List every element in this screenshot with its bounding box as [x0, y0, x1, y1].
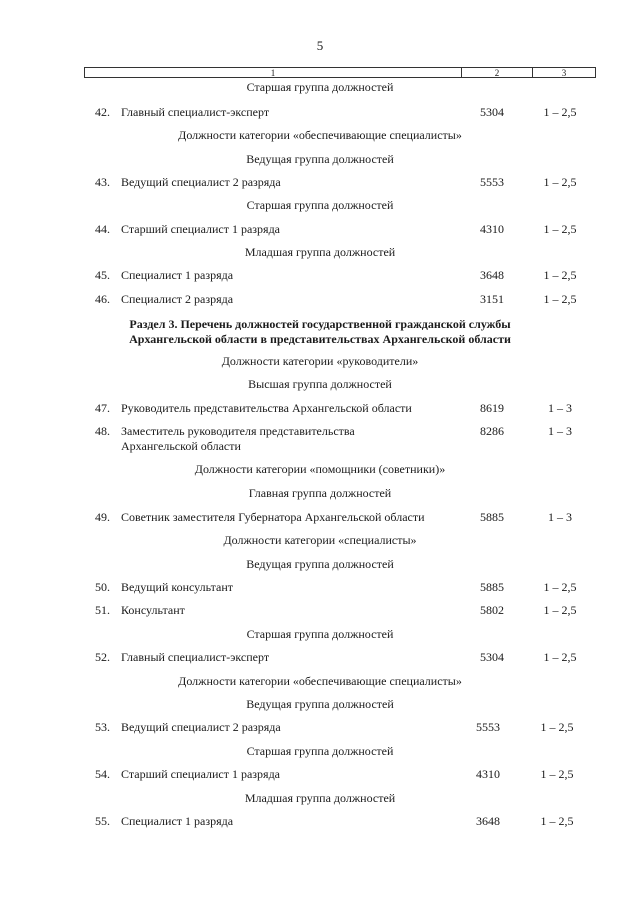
salary-value: 5553 — [476, 720, 500, 734]
salary-value: 5802 — [480, 603, 504, 617]
coefficient-value: 1 – 3 — [548, 510, 572, 524]
salary-value: 3648 — [480, 268, 504, 282]
position-name: Специалист 1 разряда — [121, 268, 234, 282]
group-caption: Старшая группа должностей — [246, 80, 394, 94]
position-name: Ведущий специалист 2 разряда — [121, 720, 281, 734]
page-number: 5 — [316, 38, 324, 53]
salary-value: 5304 — [480, 650, 504, 664]
category-caption: Должности категории «обеспечивающие специалисты» — [178, 674, 462, 688]
category-caption: Должности категории «помощники (советники)» — [194, 462, 446, 476]
coefficient-value: 1 – 3 — [548, 424, 572, 438]
group-caption: Старшая группа должностей — [246, 627, 394, 641]
position-name-line-1: Заместитель руководителя представительства — [121, 424, 355, 438]
position-name: Консультант — [121, 603, 185, 617]
salary-value: 5885 — [480, 580, 504, 594]
group-caption: Старшая группа должностей — [246, 744, 394, 758]
salary-value: 4310 — [480, 222, 504, 236]
row-number: 55. — [95, 814, 110, 828]
salary-value: 3151 — [480, 292, 504, 306]
salary-value: 5885 — [480, 510, 504, 524]
coefficient-value: 1 – 2,5 — [540, 814, 574, 828]
category-caption: Должности категории «специалисты» — [223, 533, 417, 547]
coefficient-value: 1 – 2,5 — [543, 268, 577, 282]
row-number: 44. — [95, 222, 110, 236]
coefficient-value: 1 – 2,5 — [543, 292, 577, 306]
header-col-3: 3 — [561, 68, 567, 78]
table-header — [84, 67, 596, 78]
position-name: Специалист 2 разряда — [121, 292, 234, 306]
row-number: 49. — [95, 510, 110, 524]
row-number: 53. — [95, 720, 110, 734]
group-caption: Ведущая группа должностей — [246, 557, 394, 571]
position-name: Старший специалист 1 разряда — [121, 767, 280, 781]
row-number: 54. — [95, 767, 110, 781]
coefficient-value: 1 – 2,5 — [543, 650, 577, 664]
coefficient-value: 1 – 2,5 — [543, 175, 577, 189]
category-caption: Должности категории «руководители» — [221, 354, 419, 368]
position-name: Старший специалист 1 разряда — [121, 222, 280, 236]
row-number: 47. — [95, 401, 110, 415]
group-caption: Ведущая группа должностей — [246, 152, 394, 166]
section-title-line-2: Архангельской области в представительствах Архангельской области — [129, 332, 511, 346]
row-number: 48. — [95, 424, 110, 438]
category-caption: Должности категории «обеспечивающие специалисты» — [178, 128, 462, 142]
row-number: 46. — [95, 292, 110, 306]
group-caption: Младшая группа должностей — [244, 791, 396, 805]
position-name: Руководитель представительства Архангельской области — [121, 401, 412, 415]
group-caption: Высшая группа должностей — [248, 377, 392, 391]
salary-value: 4310 — [476, 767, 500, 781]
position-name: Главный специалист-эксперт — [121, 105, 270, 119]
coefficient-value: 1 – 2,5 — [543, 603, 577, 617]
position-name: Ведущий консультант — [121, 580, 234, 594]
row-number: 50. — [95, 580, 110, 594]
group-caption: Старшая группа должностей — [246, 198, 394, 212]
section-title-line-1: Раздел 3. Перечень должностей государственной гражданской службы — [129, 317, 511, 331]
coefficient-value: 1 – 2,5 — [543, 222, 577, 236]
coefficient-value: 1 – 2,5 — [540, 767, 574, 781]
header-col-1: 1 — [85, 68, 462, 77]
position-name: Главный специалист-эксперт — [121, 650, 270, 664]
section-title — [60, 317, 580, 347]
salary-value: 3648 — [476, 814, 500, 828]
coefficient-value: 1 – 3 — [548, 401, 572, 415]
position-name: Специалист 1 разряда — [121, 814, 234, 828]
row-number: 45. — [95, 268, 110, 282]
group-caption: Ведущая группа должностей — [246, 697, 394, 711]
group-caption: Младшая группа должностей — [244, 245, 396, 259]
coefficient-value: 1 – 2,5 — [540, 720, 574, 734]
position-name: Ведущий специалист 2 разряда — [121, 175, 281, 189]
coefficient-value: 1 – 2,5 — [543, 580, 577, 594]
position-name — [121, 424, 466, 454]
position-name: Советник заместителя Губернатора Архангельской области — [121, 510, 425, 524]
row-number: 52. — [95, 650, 110, 664]
row-number: 42. — [95, 105, 110, 119]
header-col-2: 2 — [462, 68, 533, 77]
row-number: 51. — [95, 603, 110, 617]
coefficient-value: 1 – 2,5 — [543, 105, 577, 119]
salary-value: 8286 — [480, 424, 504, 438]
salary-value: 5304 — [480, 105, 504, 119]
position-name-line-2: Архангельской области — [121, 439, 241, 453]
salary-value: 8619 — [480, 401, 504, 415]
salary-value: 5553 — [480, 175, 504, 189]
group-caption: Главная группа должностей — [248, 486, 392, 500]
row-number: 43. — [95, 175, 110, 189]
